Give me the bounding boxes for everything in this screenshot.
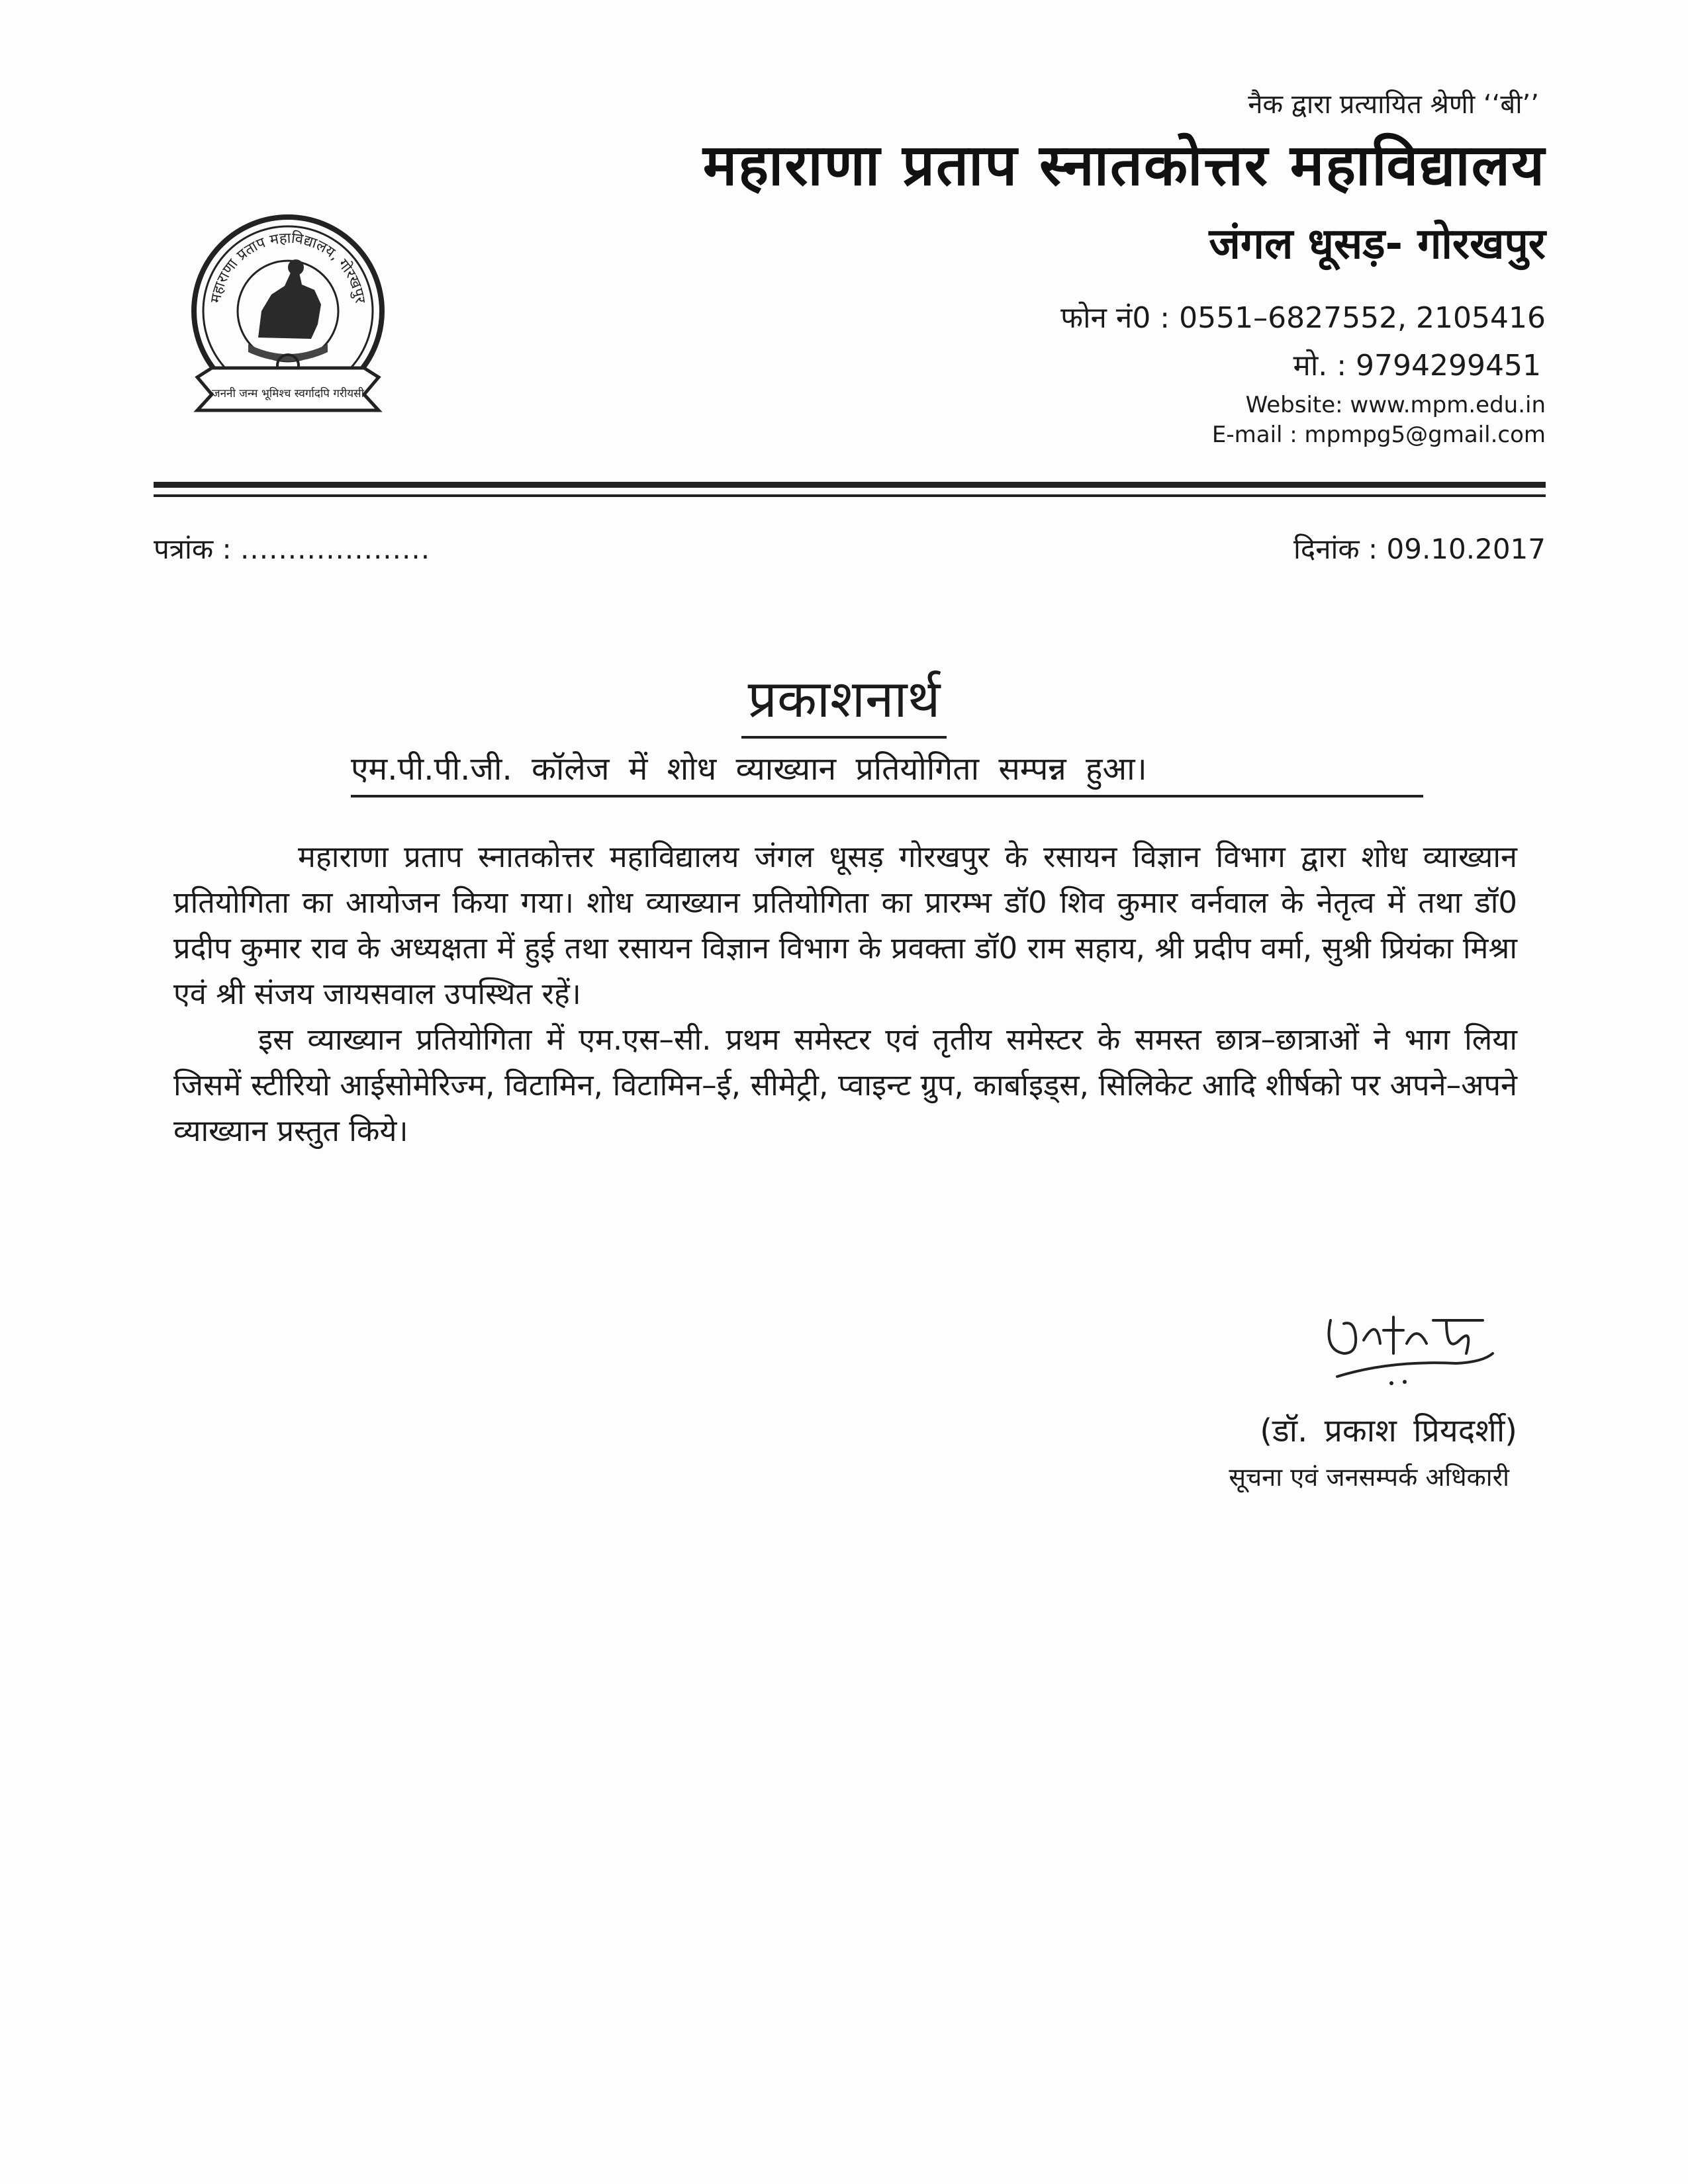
- heading-container: [0, 662, 1688, 739]
- header-rule-thick: [154, 482, 1546, 488]
- handwritten-signature: [1317, 1291, 1516, 1390]
- accreditation-line: नैक द्वारा प्रत्यायित श्रेणी ‘‘बी’’: [1248, 89, 1539, 120]
- reference-value: ....................: [240, 533, 431, 565]
- college-name: महाराणा प्रताप स्नातकोत्तर महाविद्यालय: [702, 132, 1546, 199]
- reference-number: [154, 529, 430, 567]
- letter-body: [173, 834, 1517, 1154]
- mobile-line: [1293, 344, 1541, 384]
- email-link[interactable]: E-mail : mpmpg5@gmail.com: [1211, 422, 1546, 448]
- date-label: दिनांक :: [1293, 533, 1378, 565]
- body-paragraph-1: महाराणा प्रताप स्नातकोत्तर महाविद्यालय जंगल धूसड़ गोरखपुर के रसायन विज्ञान विभाग द्वारा शोध व्याख्यान प्रतियोगिता का आयोजन किया गया। शोध व्याख्यान प्रतियोगिता का प्रारम्भ डॉ0 शिव कुमार वर्नवाल के नेतृत्व में तथा डॉ0 प्रदीप कुमार राव के अध्यक्षता में हुई तथा रसायन विज्ञान विभाग के प्रवक्ता डॉ0 राम सहाय, श्री प्रदीप वर्मा, सुश्री प्रियंका मिश्रा एवं श्री संजय जायसवाल उपस्थित रहें।: [173, 839, 1517, 1011]
- body-paragraph-2: इस व्याख्यान प्रतियोगिता में एम.एस–सी. प्रथम समेस्टर एवं तृतीय समेस्टर के समस्त छात्र–छात्राओं ने भाग लिया जिसमें स्टीरियो आईसोमेरिज्म, विटामिन, विटामिन–ई, सीमेट्री, प्वाइन्ट ग्रुप, कार्बाइड्स, सिलिकेट आदि शीर्षको पर अपने–अपने व्याख्यान प्रस्तुत किये।: [173, 1022, 1517, 1148]
- college-seal-logo: [185, 212, 391, 424]
- letter-date: [1293, 529, 1546, 567]
- college-location: जंगल धूसड़- गोरखपुर: [1209, 220, 1546, 269]
- press-release-subheading: एम.पी.पी.जी. कॉलेज में शोध व्याख्यान प्रतियोगिता सम्पन्न हुआ।: [351, 751, 1147, 788]
- mobile-label: मो. :: [1293, 349, 1347, 383]
- press-release-heading: प्रकाशनार्थ: [741, 662, 947, 739]
- phone-numbers: 0551–6827552, 2105416: [1179, 301, 1546, 335]
- website-link[interactable]: Website: www.mpm.edu.in: [1245, 392, 1546, 418]
- signatory-designation: सूचना एवं जनसम्पर्क अधिकारी: [1229, 1463, 1509, 1492]
- mobile-number: 9794299451: [1356, 349, 1541, 383]
- phone-line: [1060, 296, 1546, 336]
- phone-label: फोन नं0 :: [1060, 301, 1170, 335]
- svg-text:महाराणा प्रताप महाविद्यालय, गो: महाराणा प्रताप महाविद्यालय, गोरखपुर: [207, 230, 369, 304]
- date-value: 09.10.2017: [1386, 533, 1546, 565]
- subheading-container: [351, 747, 1423, 797]
- svg-text:जननी जन्म भूमिश्च स्वर्गादपि ग: जननी जन्म भूमिश्च स्वर्गादपि गरीयसी: [211, 387, 365, 400]
- header-rule-thin: [154, 494, 1546, 497]
- reference-label: पत्रांक :: [154, 533, 232, 565]
- signatory-name: (डॉ. प्रकाश प्रियदर्शी): [1260, 1412, 1517, 1449]
